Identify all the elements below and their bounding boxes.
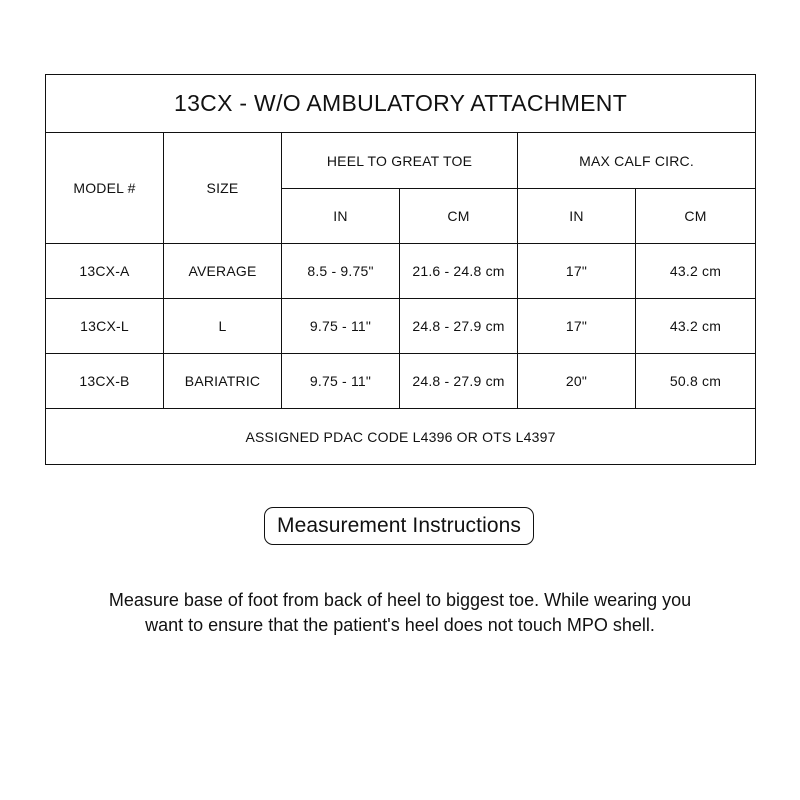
cell-size: L <box>164 299 282 354</box>
cell-heel-in: 8.5 - 9.75" <box>282 244 400 299</box>
table-row <box>46 354 756 409</box>
cell-calf-cm: 50.8 cm <box>636 354 756 409</box>
table-row <box>46 244 756 299</box>
instructions-line-2: want to ensure that the patient's heel does not touch MPO shell. <box>145 615 655 635</box>
header-max-calf-circ: MAX CALF CIRC. <box>518 133 756 189</box>
cell-size: BARIATRIC <box>164 354 282 409</box>
instructions-line-1: Measure base of foot from back of heel to biggest toe. While wearing you <box>108 590 692 610</box>
cell-calf-cm: 43.2 cm <box>636 299 756 354</box>
measurement-instructions-heading: Measurement Instructions <box>264 507 534 545</box>
header-heel-cm: CM <box>400 189 518 244</box>
sizing-table <box>45 74 756 465</box>
cell-calf-in: 17" <box>518 299 636 354</box>
measurement-instructions-text <box>60 588 740 638</box>
header-size: SIZE <box>164 133 282 244</box>
cell-calf-in: 20" <box>518 354 636 409</box>
cell-heel-in: 9.75 - 11" <box>282 299 400 354</box>
cell-heel-cm: 24.8 - 27.9 cm <box>400 354 518 409</box>
cell-model: 13CX-B <box>46 354 164 409</box>
table-row <box>46 299 756 354</box>
table-title: 13CX - W/O AMBULATORY ATTACHMENT <box>46 75 756 133</box>
header-calf-in: IN <box>518 189 636 244</box>
header-heel-to-great-toe: HEEL TO GREAT TOE <box>282 133 518 189</box>
header-model: MODEL # <box>46 133 164 244</box>
cell-heel-in: 9.75 - 11" <box>282 354 400 409</box>
cell-heel-cm: 21.6 - 24.8 cm <box>400 244 518 299</box>
cell-size: AVERAGE <box>164 244 282 299</box>
cell-model: 13CX-L <box>46 299 164 354</box>
header-calf-cm: CM <box>636 189 756 244</box>
cell-heel-cm: 24.8 - 27.9 cm <box>400 299 518 354</box>
cell-calf-cm: 43.2 cm <box>636 244 756 299</box>
header-heel-in: IN <box>282 189 400 244</box>
pdac-code-footer: ASSIGNED PDAC CODE L4396 OR OTS L4397 <box>46 409 756 465</box>
cell-model: 13CX-A <box>46 244 164 299</box>
cell-calf-in: 17" <box>518 244 636 299</box>
